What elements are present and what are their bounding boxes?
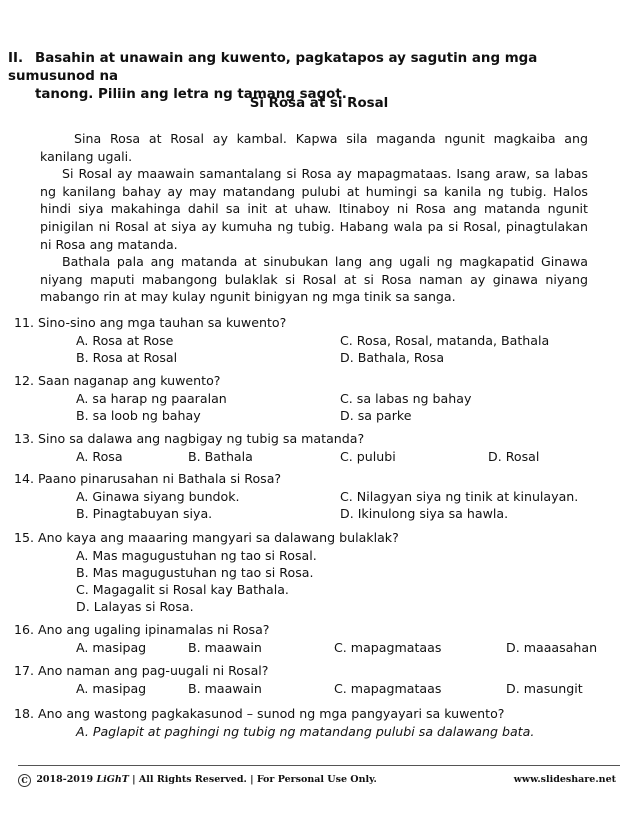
- story-paragraph-2: Si Rosal ay maawain samantalang si Rosa ay mapagmataas. Isang araw, sa labas ng kanilang bahay ay may matandang pulubi at humingi sa kanila ng tubig. Halos hindi siya makahinga dahil sa init at uhaw. Itinaboy ni Rosa ang matanda ngunit pinigilan ni Rosal at siya ay kumuha ng tubig. Habang wala pa si Rosal, pinagtulakan ni Rosa ang matanda.: [40, 166, 588, 252]
- story-text: [40, 130, 588, 306]
- option-row: [14, 488, 614, 505]
- option-row: [14, 639, 614, 656]
- footer-website[interactable]: www.slideshare.net: [513, 774, 616, 785]
- option-c: C. Rosa, Rosal, matanda, Bathala: [340, 333, 550, 348]
- instructions-line-1: Basahin at unawain ang kuwento, pagkatapos ay sagutin ang mga sumusunod na: [8, 51, 538, 84]
- question-stem: 16. Ano ang ugaling ipinamalas ni Rosa?: [14, 622, 270, 637]
- option-d: D. maaasahan: [506, 640, 598, 655]
- option-d: D. masungit: [506, 681, 583, 696]
- option-d: D. Lalayas si Rosa.: [76, 599, 194, 614]
- option-row: [14, 680, 614, 697]
- option-d: D. Rosal: [488, 449, 540, 464]
- option-b: B. sa loob ng bahay: [76, 408, 201, 423]
- story-paragraph-3: Bathala pala ang matanda at sinubukan lang ang ugali ng magkapatid Ginawa niyang maputi mabangong bulaklak si Rosal at si Rosa naman ay ginawa niyang mabango rin at may kulay ngunit binigyan ng mga tinik sa sanga.: [40, 254, 588, 305]
- story-title: Si Rosa at si Rosal: [249, 96, 389, 111]
- copyright-years: 2018-2019: [36, 774, 94, 785]
- option-d: D. sa parke: [340, 408, 412, 423]
- question-stem: 12. Saan naganap ang kuwento?: [14, 373, 221, 388]
- option-a: A. Mas magugustuhan ng tao si Rosal.: [76, 548, 317, 563]
- question-11: [14, 314, 614, 366]
- question-15: [14, 529, 614, 615]
- brand-name: LiGhT: [96, 774, 129, 785]
- option-row: [14, 448, 614, 465]
- question-stem: 14. Paano pinarusahan ni Bathala si Rosa?: [14, 471, 282, 486]
- option-row: [14, 505, 614, 522]
- question-17: [14, 662, 614, 697]
- question-stem: 17. Ano naman ang pag-uugali ni Rosal?: [14, 663, 269, 678]
- option-b: B. Bathala: [188, 449, 253, 464]
- copyright-icon: C: [18, 774, 31, 787]
- question-16: [14, 621, 614, 656]
- option-row: [14, 407, 614, 424]
- option-c: C. Nilagyan siya ng tinik at kinulayan.: [340, 489, 579, 504]
- option-a: A. Ginawa siyang bundok.: [76, 489, 240, 504]
- option-a: A. Rosa: [76, 449, 123, 464]
- question-12: [14, 372, 614, 424]
- option-a: A. masipag: [76, 681, 147, 696]
- option-row: [14, 332, 614, 349]
- option-c: C. Magagalit si Rosal kay Bathala.: [76, 582, 289, 597]
- footer-copyright: [18, 774, 377, 787]
- option-b: B. maawain: [188, 640, 262, 655]
- footer-divider: [18, 765, 620, 766]
- question-13: [14, 430, 614, 465]
- option-c: C. sa labas ng bahay: [340, 391, 472, 406]
- question-stem: 11. Sino-sino ang mga tauhan sa kuwento?: [14, 315, 287, 330]
- question-stem: 18. Ano ang wastong pagkakasunod – sunod ng mga pangyayari sa kuwento?: [14, 706, 505, 721]
- option-a: A. Paglapit at paghingi ng tubig ng matandang pulubi sa dalawang bata.: [76, 724, 535, 739]
- option-c: C. mapagmataas: [334, 681, 442, 696]
- question-stem: 15. Ano kaya ang maaaring mangyari sa dalawang bulaklak?: [14, 530, 399, 545]
- story-paragraph-1: Sina Rosa at Rosal ay kambal. Kapwa sila maganda ngunit magkaiba ang kanilang ugali.: [40, 131, 588, 164]
- option-a: A. Rosa at Rose: [76, 333, 174, 348]
- question-14: [14, 470, 614, 522]
- instructions-line-2: tanong. Piliin ang letra ng tamang sagot.: [35, 87, 347, 102]
- section-number: II.: [8, 51, 24, 66]
- option-c: C. mapagmataas: [334, 640, 442, 655]
- option-d: D. Ikinulong siya sa hawla.: [340, 506, 509, 521]
- question-stem: 13. Sino sa dalawa ang nagbigay ng tubig sa matanda?: [14, 431, 365, 446]
- option-b: B. Rosa at Rosal: [76, 350, 178, 365]
- option-d: D. Bathala, Rosa: [340, 350, 445, 365]
- option-row: [14, 390, 614, 407]
- option-b: B. maawain: [188, 681, 262, 696]
- option-a: A. masipag: [76, 640, 147, 655]
- option-row: [14, 349, 614, 366]
- option-b: B. Pinagtabuyan siya.: [76, 506, 213, 521]
- question-18: [14, 705, 614, 740]
- option-c: C. pulubi: [340, 449, 396, 464]
- option-b: B. Mas magugustuhan ng tao si Rosa.: [76, 565, 314, 580]
- rights-text: | All Rights Reserved. | For Personal Use Only.: [132, 774, 377, 785]
- option-a: A. sa harap ng paaralan: [76, 391, 227, 406]
